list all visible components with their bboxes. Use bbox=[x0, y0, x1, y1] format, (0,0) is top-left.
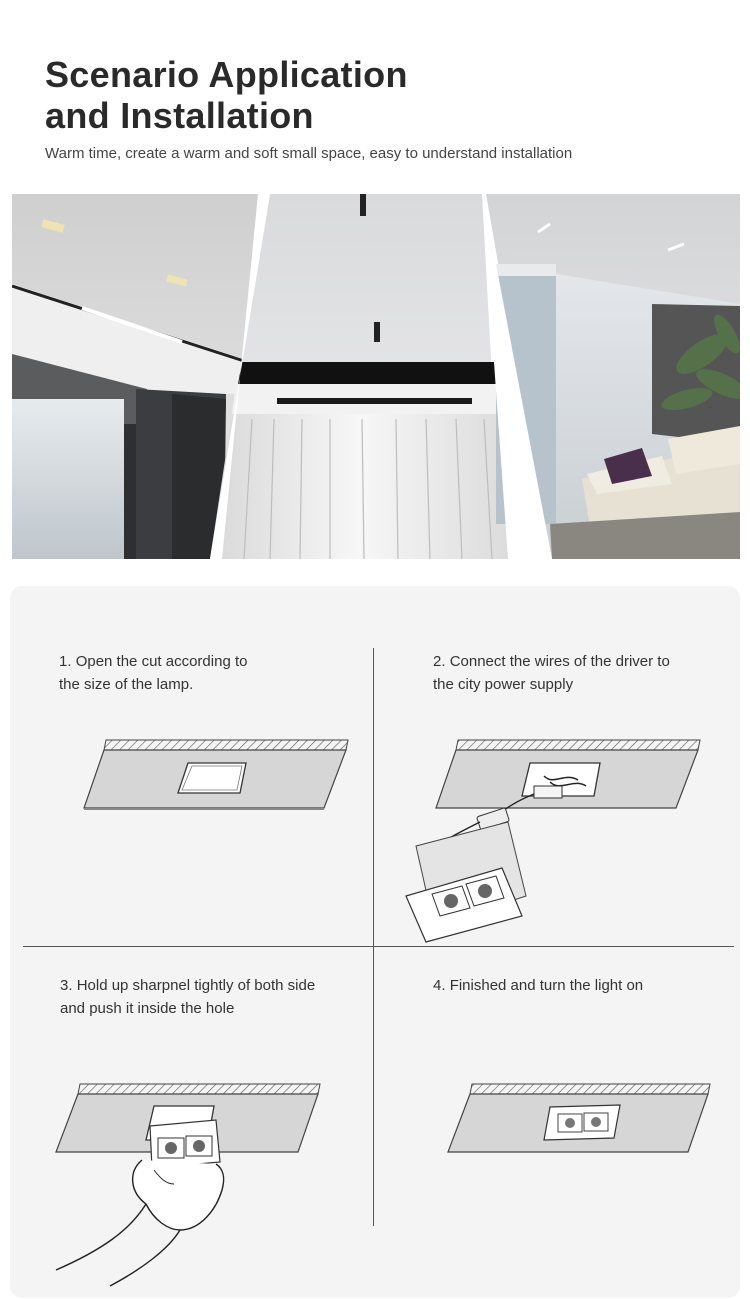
step-3-line-2: and push it inside the hole bbox=[60, 1000, 235, 1017]
step-1-ceiling-cut-illustration bbox=[82, 736, 352, 816]
step-4-text bbox=[433, 974, 733, 997]
step-2-wiring-illustration bbox=[404, 736, 704, 946]
installation-steps-panel bbox=[10, 586, 740, 1298]
horizontal-divider bbox=[23, 946, 734, 947]
title-line-1: Scenario Application bbox=[45, 54, 408, 95]
scenario-photo-collage bbox=[12, 194, 740, 559]
step-3-line-1: 3. Hold up sharpnel tightly of both side bbox=[60, 977, 316, 994]
page-title bbox=[45, 54, 645, 136]
step-1-line-1: 1. Open the cut according to bbox=[59, 653, 248, 670]
step-1-line-2: the size of the lamp. bbox=[59, 676, 194, 693]
step-4-finished-illustration bbox=[444, 1080, 714, 1160]
step-2-text bbox=[433, 650, 733, 696]
title-line-2: and Installation bbox=[45, 95, 314, 136]
step-1-text bbox=[59, 650, 359, 696]
step-3-push-in-illustration bbox=[50, 1080, 330, 1290]
step-4-line-1: 4. Finished and turn the light on bbox=[433, 977, 644, 994]
step-3-text bbox=[60, 974, 360, 1020]
step-2-line-2: the city power supply bbox=[433, 676, 574, 693]
scenario-photos bbox=[12, 194, 740, 559]
page-subtitle: Warm time, create a warm and soft small space, easy to understand installation bbox=[45, 145, 573, 162]
vertical-divider bbox=[373, 648, 374, 1226]
step-2-line-1: 2. Connect the wires of the driver to bbox=[433, 653, 670, 670]
